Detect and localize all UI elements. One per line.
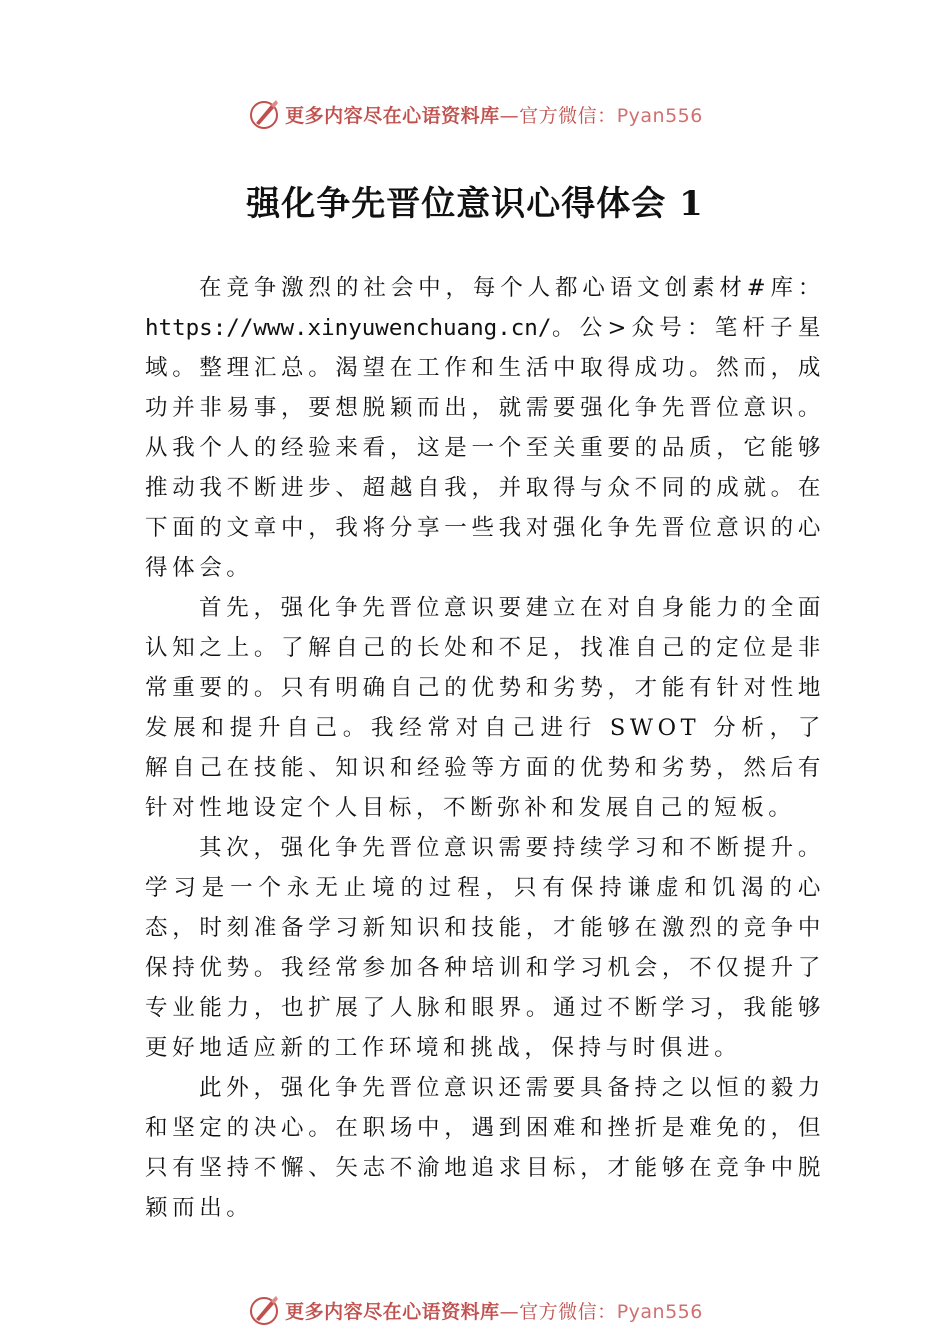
document-body [145, 268, 825, 1228]
footer-watermark [0, 1290, 950, 1330]
document-title: 强化争先晋位意识心得体会 1 [246, 184, 704, 224]
dash: — [499, 1300, 520, 1323]
dash: — [499, 104, 520, 127]
wechat-id: Pyan556 [616, 104, 703, 127]
library-text: 更多内容尽在心语资料库 [285, 1300, 500, 1323]
paragraph-3: 其次，强化争先晋位意识需要持续学习和不断提升。学习是一个永无止境的过程，只有保持谦虚和饥渴的心态，时刻准备学习新知识和技能，才能够在激烈的竞争中保持优势。我经常参加各种培训和学习机会，不仅提升了专业能力，也扩展了人脉和眼界。通过不断学习，我能够更好地适应新的工作环境和挑战，保持与时俱进。 [145, 835, 825, 1061]
paragraph-1 [145, 268, 825, 588]
header-watermark [0, 94, 950, 134]
quill-logo-icon [247, 97, 281, 131]
wechat-label: 官方微信： [519, 1300, 617, 1323]
source-link[interactable]: https://www.xinyuwenchuang.cn/ [145, 315, 552, 341]
quill-logo-icon [247, 1293, 281, 1327]
paragraph-2: 首先，强化争先晋位意识要建立在对自身能力的全面认知之上。了解自己的长处和不足，找准自己的定位是非常重要的。只有明确自己的优势和劣势，才能有针对性地发展和提升自己。我经常对自己进行 SWOT 分析，了解自己在技能、知识和经验等方面的优势和劣势，然后有针对性地设定个人目标，不断弥补和发展自己的短板。 [145, 595, 825, 821]
paragraph-1-intro: 在竞争激烈的社会中，每个人都心语文创素材#库： [199, 275, 825, 301]
paragraph-4: 此外，强化争先晋位意识还需要具备持之以恒的毅力和坚定的决心。在职场中，遇到困难和挫折是难免的，但只有坚持不懈、矢志不渝地追求目标，才能够在竞争中脱颖而出。 [145, 1075, 825, 1221]
paragraph-1-rest: 。公>众号：笔杆子星域。整理汇总。渴望在工作和生活中取得成功。然而，成功并非易事，要想脱颖而出，就需要强化争先晋位意识。从我个人的经验来看，这是一个至关重要的品质，它能够推动我不断进步、超越自我，并取得与众不同的成就。在下面的文章中，我将分享一些我对强化争先晋位意识的心得体会。 [145, 315, 825, 581]
wechat-label: 官方微信： [519, 104, 617, 127]
wechat-id: Pyan556 [616, 1300, 703, 1323]
library-text: 更多内容尽在心语资料库 [285, 104, 500, 127]
